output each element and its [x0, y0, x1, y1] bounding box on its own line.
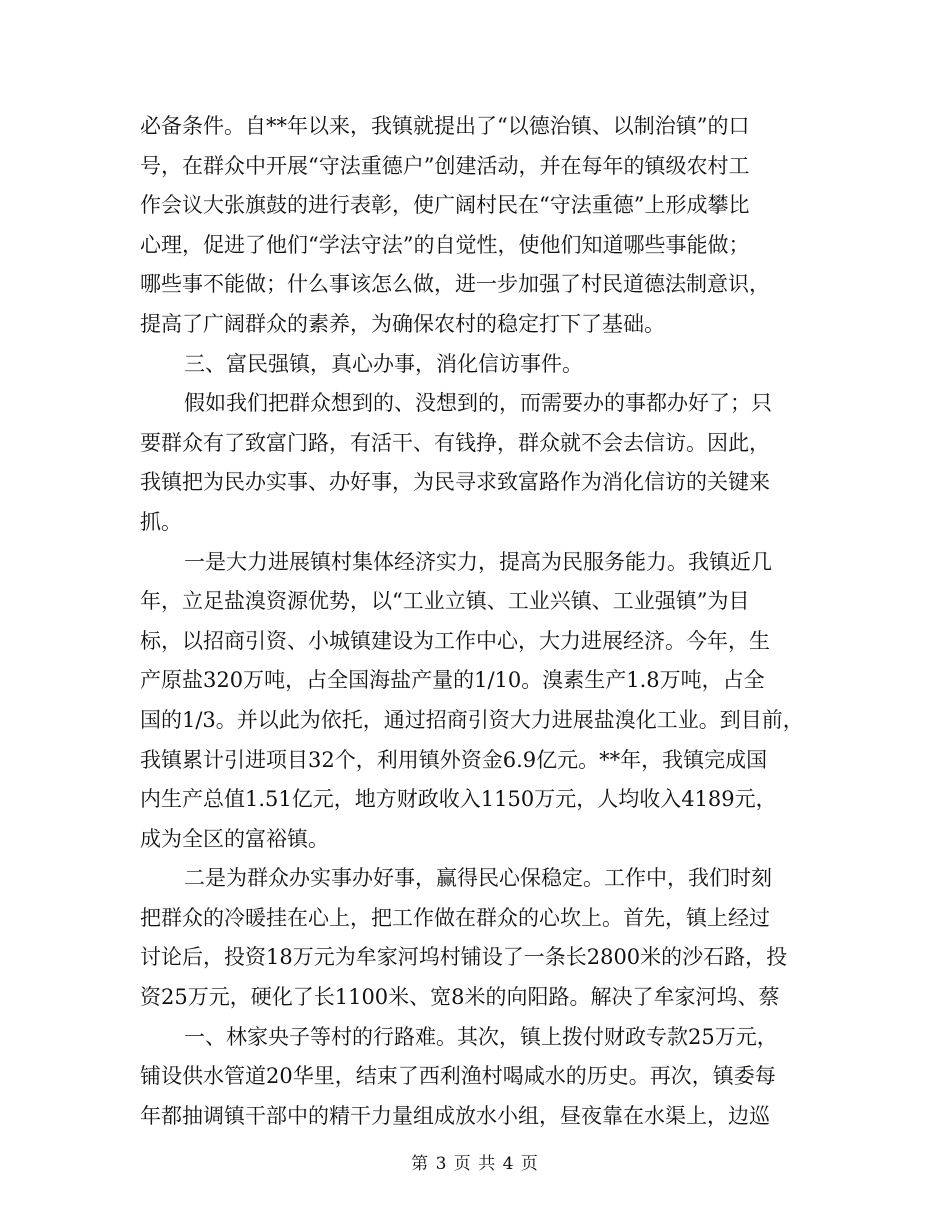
text-line: 国的1/3。并以此为依托，通过招商引资大力进展盐溴化工业。到目前， — [140, 707, 804, 732]
text-line: 铺设供水管道20华里，结束了西利渔村喝咸水的历史。再次，镇委每 — [140, 1064, 776, 1089]
body-text — [140, 107, 825, 1136]
text-line: 三、富民强镇，真心办事，消化信访事件。 — [184, 351, 583, 376]
text-line: 年，立足盐溴资源优势，以“工业立镇、工业兴镇、工业强镇”为目 — [140, 589, 750, 614]
text-line: 把群众的冷暖挂在心上，把工作做在群众的心坎上。首先，镇上经过 — [140, 905, 770, 930]
text-line: 假如我们把群众想到的、没想到的，而需要办的事都办好了；只 — [184, 391, 772, 416]
text-line: 我镇把为民办实事、办好事，为民寻求致富路作为消化信访的关键来 — [140, 470, 770, 495]
text-line: 号，在群众中开展“守法重德户”创建活动，并在每年的镇级农村工 — [140, 153, 750, 178]
page-footer: 第 3 页 共 4 页 — [411, 1154, 539, 1174]
text-line: 资25万元，硬化了长1100米、宽8米的向阳路。解决了牟家河坞、蔡 — [140, 985, 780, 1010]
text-line: 内生产总值1.51亿元，地方财政收入1150万元，人均收入4189元， — [140, 787, 777, 812]
text-line: 哪些事不能做；什么事该怎么做，进一步加强了村民道德法制意识， — [140, 272, 770, 297]
text-line: 二是为群众办实事办好事，赢得民心保稳定。工作中，我们时刻 — [184, 866, 772, 891]
text-line: 产原盐320万吨，占全国海盐产量的1/10。溴素生产1.8万吨，占全 — [140, 668, 765, 693]
text-line: 成为全区的富裕镇。 — [140, 826, 329, 851]
text-line: 提高了广阔群众的素养，为确保农村的稳定打下了基础。 — [140, 311, 665, 336]
text-line: 年都抽调镇干部中的精干力量组成放水小组，昼夜靠在水渠上，边巡 — [140, 1103, 770, 1128]
text-line: 一、林家央子等村的行路难。其次，镇上拨付财政专款25万元， — [184, 1024, 778, 1049]
text-line: 讨论后，投资18万元为牟家河坞村铺设了一条长2800米的沙石路，投 — [140, 945, 788, 970]
text-line: 必备条件。自**年以来，我镇就提出了“以德治镇、以制治镇”的口 — [140, 114, 750, 138]
text-line: 作会议大张旗鼓的进行表彰，使广阔村民在“守法重德”上形成攀比 — [140, 193, 750, 218]
text-line: 心理，促进了他们“学法守法”的自觉性，使他们知道哪些事能做； — [140, 232, 750, 257]
text-line: 抓。 — [140, 509, 182, 534]
text-line: 要群众有了致富门路，有活干、有钱挣，群众就不会去信访。因此， — [140, 430, 770, 455]
text-line: 标，以招商引资、小城镇建设为工作中心，大力进展经济。今年，生 — [140, 628, 770, 653]
text-line: 我镇累计引进项目32个，利用镇外资金6.9亿元。**年，我镇完成国 — [140, 747, 768, 772]
text-line: 一是大力进展镇村集体经济实力，提高为民服务能力。我镇近几 — [184, 549, 772, 574]
